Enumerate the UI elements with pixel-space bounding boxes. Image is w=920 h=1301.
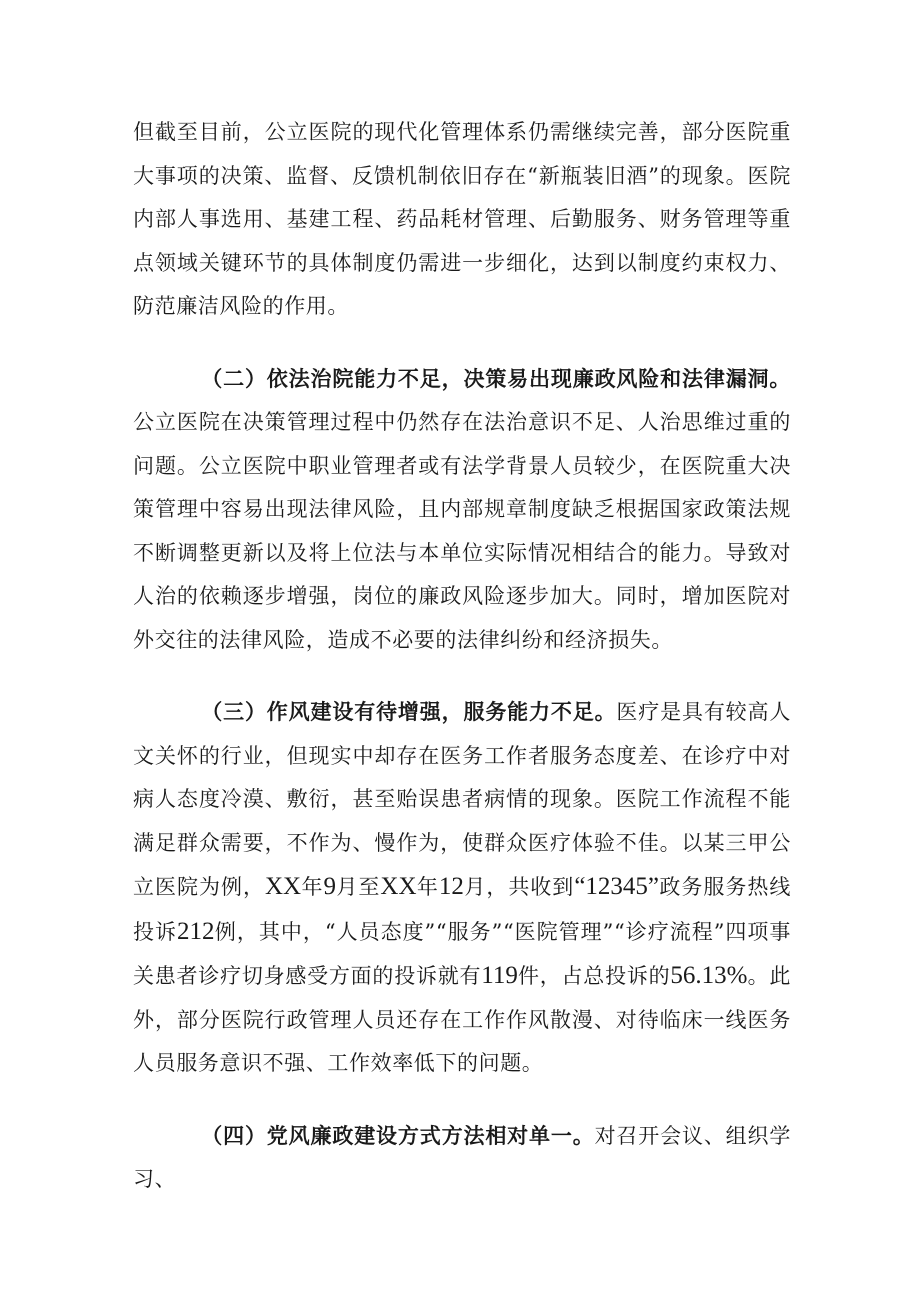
- section-3-complaint-percent: 56.13%: [670, 962, 748, 989]
- section-3-text: 年: [301, 875, 324, 899]
- section-3-month-start: 9: [323, 873, 336, 900]
- section-3-text: 医疗是具有较高人文关怀的行业，但现实中却存在医务工作者服务态度差、在诊疗中对病人态度冷漠、敷衍，甚至贻误患者病情的现象。医院工作流程不能满足群众需要，不作为、慢作为，使群众医疗体验不佳。以某三甲公立医院为例，: [133, 700, 791, 899]
- section-3-complaint-count: 119: [481, 962, 518, 989]
- section-3-month-end: 12: [438, 873, 464, 900]
- paragraph-intro: [133, 111, 791, 329]
- paragraph-gap: [133, 329, 791, 357]
- section-2-text: 公立医院在决策管理过程中仍然存在法治意识不足、人治思维过重的问题。公立医院中职业管理者或有法学背景人员较少，在医院重大决策管理中容易出现法律风险，且内部规章制度缺乏根据国家政策法规不断调整更新以及将上位法与本单位实际情况相结合的能力。导致对人治的依赖逐步增强，岗位的廉政风险逐步加大。同时，增加医院对外交往的法律风险，造成不必要的法律纠纷和经济损失。: [133, 410, 791, 652]
- paragraph-section-4: [133, 1114, 791, 1202]
- section-3-text: 例，其中，“人员态度”“服务”“医院管理”“诊疗流程”四项事关患者诊疗切身感受方面的投诉就有: [133, 919, 792, 988]
- paragraph-section-2: [133, 357, 791, 663]
- section-3-text: 件，占总投诉的: [517, 964, 671, 988]
- section-2-heading: （二）依法治院能力不足，决策易出现廉政风险和法律漏洞。: [201, 365, 791, 391]
- section-3-hotline-number: “12345”: [574, 873, 660, 900]
- section-3-complaint-total: 212: [177, 917, 215, 945]
- document-body: [133, 111, 791, 1202]
- section-3-text: 政务服务热线投诉: [133, 875, 792, 944]
- paragraph-gap: [133, 662, 791, 690]
- paragraph-intro-text: 但截至目前，公立医院的现代化管理体系仍需继续完善，部分医院重大事项的决策、监督、反馈机制依旧存在“新瓶装旧酒”的现象。医院内部人事选用、基建工程、药品耗材管理、后勤服务、财务管理等重点领域关键环节的具体制度仍需进一步细化，达到以制度约束权力、防范廉洁风险的作用。: [133, 120, 791, 318]
- section-3-heading: （三）作风建设有待增强，服务能力不足。: [201, 699, 617, 724]
- section-3-text: 。此外，部分医院行政管理人员还存在工作作风散漫、对待临床一线医务人员服务意识不强、工作效率低下的问题。: [133, 964, 791, 1075]
- section-3-year-start: XX: [264, 873, 302, 900]
- paragraph-section-3: [133, 690, 791, 1086]
- section-3-text: 月，共收到: [463, 875, 575, 899]
- section-4-heading: （四）党风廉政建设方式方法相对单一。: [201, 1122, 595, 1148]
- section-3-year-end: XX: [380, 873, 417, 900]
- paragraph-gap: [133, 1086, 791, 1114]
- section-3-text: 月至: [336, 875, 381, 899]
- section-4-text: 对召开会议、组织学习、: [133, 1123, 791, 1191]
- section-3-text: 年: [416, 875, 439, 899]
